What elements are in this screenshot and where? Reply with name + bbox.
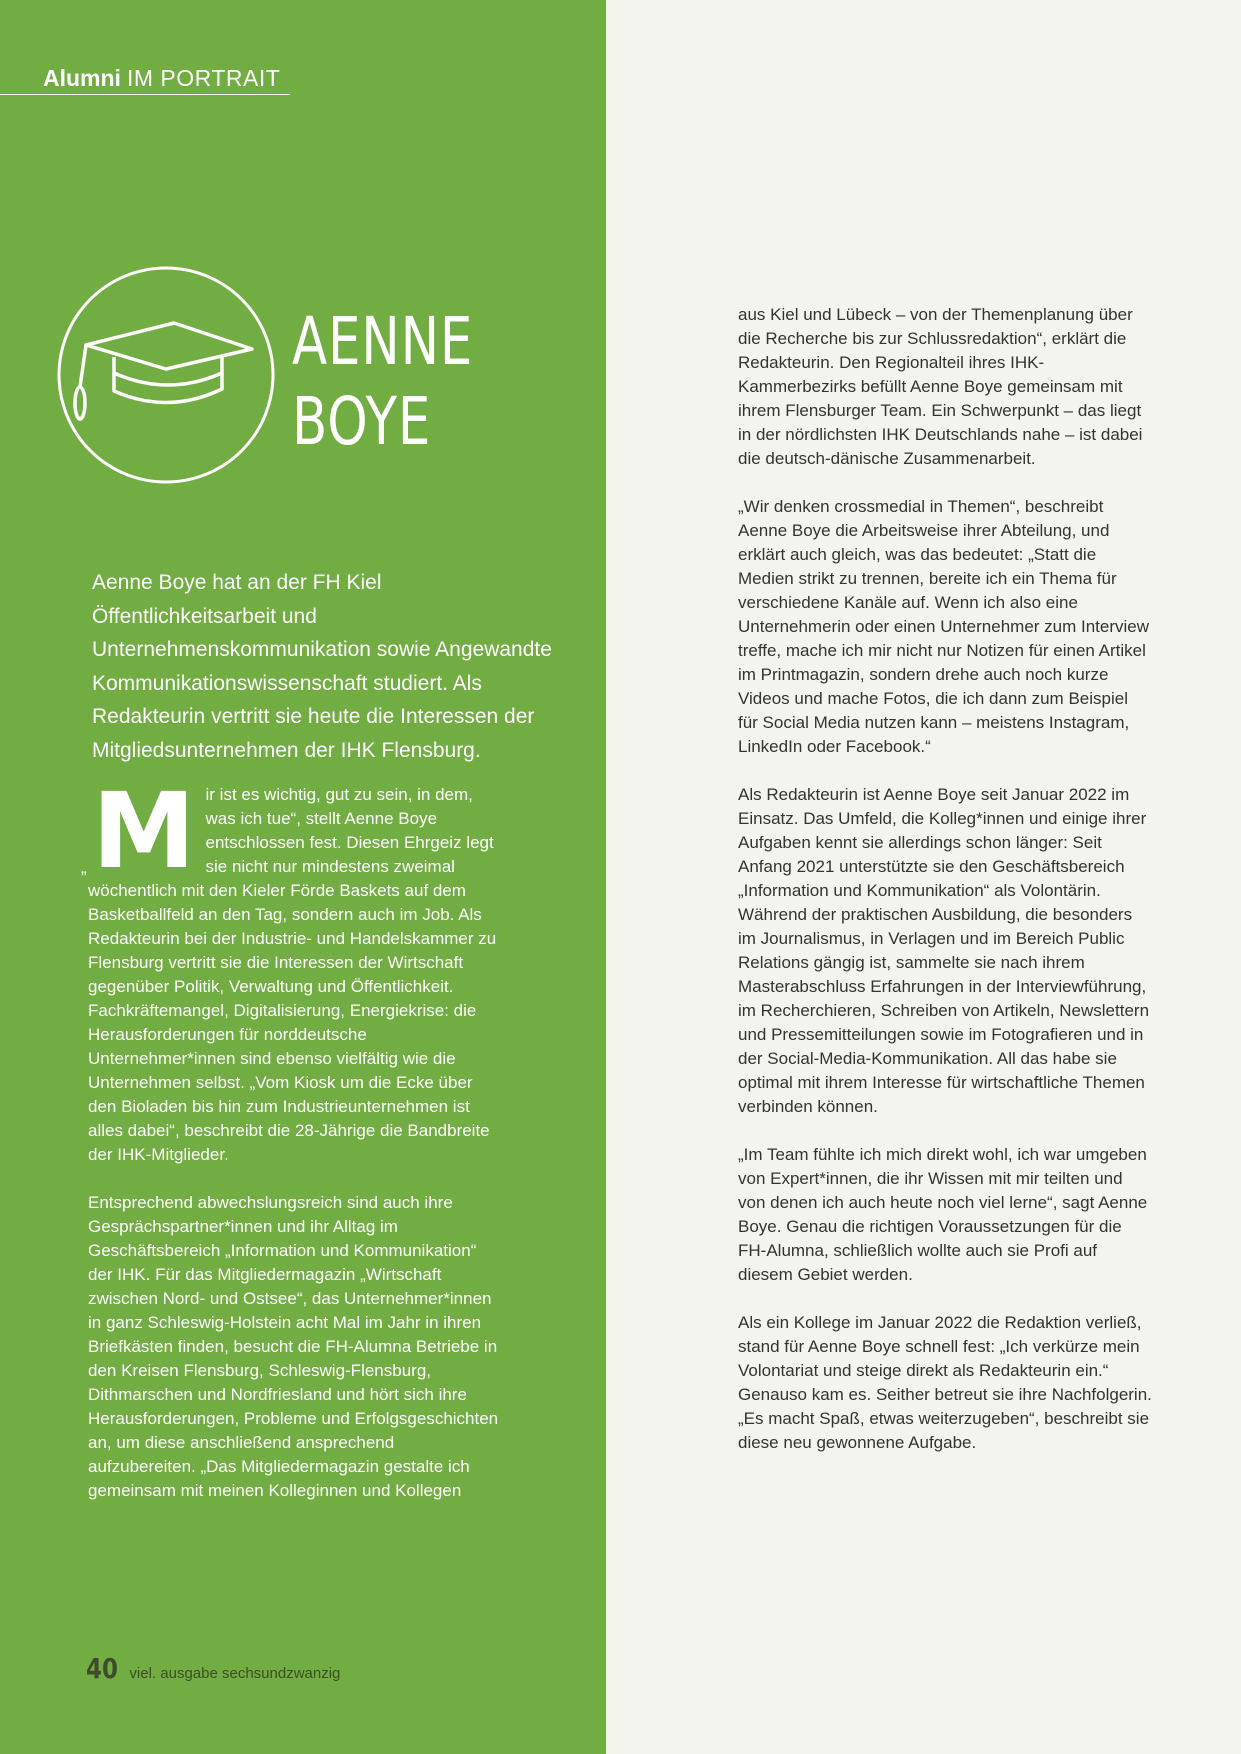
section-subtitle: IM PORTRAIT: [126, 65, 281, 91]
right-column: [738, 303, 1152, 1479]
right-paragraph-4: „Im Team fühlte ich mich direkt wohl, ich war umgeben von Expert*innen, die ihr Wissen mit mir teilten und von denen ich auch heute noch viel lerne“, sagt Aenne Boye. Genau die richtigen Voraussetzungen für die FH-Alumna, schließlich wollte auch sie Profi auf diesem Gebiet werden.: [738, 1145, 1148, 1284]
name-last: BOYE: [292, 383, 432, 460]
dropcap: M: [92, 770, 196, 892]
name-first: AENNE: [292, 303, 474, 380]
right-paragraph-3: Als Redakteurin ist Aenne Boye seit Januar 2022 im Einsatz. Das Umfeld, die Kolleg*innen und einige ihrer Aufgaben kennt sie allerdings schon länger: Seit Anfang 2021 unterstützte sie den Geschäftsbereich „Information und Kommunikation“ als Volontärin. Während der praktischen Ausbildung, die besonders im Journalismus, in Verlagen und im Bereich Public Relations gängig ist, sammelte sie nach ihrem Masterabschluss Erfahrungen in der Interviewführung, im Recherchieren, Schreiben von Artikeln, Newslettern und Pressemitteilungen sowie im Fotografieren und in der Social-Media-Kommunikation. All das habe sie optimal mit ihrem Interesse für wirtschaftliche Themen verbinden können.: [738, 785, 1150, 1116]
left-paragraph-2: Entsprechend abwechslungsreich sind auch ihre Gesprächspartner*innen und ihr Alltag im Geschäftsbereich „Information und Kommunikation“ der IHK. Für das Mitgliedermagazin „Wirtschaft zwischen Nord- und Ostsee“, das Unternehmer*innen in ganz Schleswig-Holstein acht Mal im Jahr in ihren Briefkästen finden, besucht die FH-Alumna Betriebe in den Kreisen Flensburg, Schleswig-Flensburg, Dithmarschen und Nordfriesland und hört sich ihre Herausforderungen, Probleme und Erfolgsgeschichten an, um diese anschließend ansprechend aufzubereiten. „Das Mitgliedermagazin gestalte ich gemeinsam mit meinen Kolleginnen und Kollegen: [88, 1193, 499, 1500]
right-paragraph-5: Als ein Kollege im Januar 2022 die Redaktion verließ, stand für Aenne Boye schnell fest: „Ich verkürze mein Volontariat und steige direkt als Redakteurin ein.“ Genauso kam es. Seither betreut sie ihre Nachfolgerin. „Es macht Spaß, etwas weiterzugeben“, beschreibt sie diese neu gewonnene Aufgabe.: [738, 1313, 1152, 1452]
section-header: [43, 64, 280, 92]
section-label: Alumni: [43, 65, 121, 91]
left-column: [88, 770, 500, 1527]
left-paragraph-1: [88, 770, 500, 1167]
left-paragraph-1-text: ir ist es wichtig, gut zu sein, in dem, was ich tue“, stellt Aenne Boye entschlossen fest. Diesen Ehrgeiz legt sie nicht nur mindestens zweimal wöchentlich mit den Kieler Förde Baskets auf dem Basketballfeld an den Tag, sondern auch im Job. Als Redakteurin bei der Industrie- und Handelskammer zu Flensburg vertritt sie die Interessen der Wirtschaft gegenüber Politik, Verwaltung und Öffentlichkeit. Fachkräftemangel, Digitalisierung, Energiekrise: die Herausforderungen für norddeutsche Unternehmer*innen sind ebenso vielfältig wie die Unternehmen selbst. „Vom Kiosk um die Ecke über den Bioladen bis hin zum Industrieunternehmen ist alles dabei“, beschreibt die 28-Jährige die Bandbreite der IHK-Mitglieder.: [88, 785, 497, 1164]
header-rule: [0, 94, 290, 95]
intro-text: [92, 566, 562, 767]
right-paragraph-2: „Wir denken crossmedial in Themen“, beschreibt Aenne Boye die Arbeitsweise ihrer Abteilung, und erklärt auch gleich, was das bedeutet: „Statt die Medien strikt zu trennen, bereite ich ein Thema für verschiedene Kanäle auf. Wenn ich also eine Unternehmerin oder einen Unternehmer zum Interview treffe, mache ich mir nicht nur Notizen für einen Artikel im Printmagazin, sondern drehe auch noch kurze Videos und mache Fotos, die ich dann zum Beispiel für Social Media nutzen kann – meistens Instagram, LinkedIn oder Facebook.“: [738, 497, 1150, 756]
right-paragraph-1: aus Kiel und Lübeck – von der Themenplanung über die Recherche bis zur Schlussredaktion“, erklärt die Redakteurin. Den Regionalteil ihres IHK-Kammerbezirks befüllt Aenne Boye gemeinsam mit ihrem Flensburger Team. Ein Schwerpunkt – das liegt in der nördlichsten IHK Deutschlands nahe – ist dabei die deutsch-dänische Zusammenarbeit.: [738, 305, 1143, 468]
magazine-issue: viel. ausgabe sechsundzwanzig: [129, 1665, 341, 1682]
intro-paragraph: Aenne Boye hat an der FH Kiel Öffentlichkeitsarbeit und Unternehmenskommunikation sowie Angewandte Kommunikationswissenschaft studiert. Als Redakteurin vertritt sie heute die Interessen der Mitgliedsunternehmen der IHK Flensburg.: [92, 571, 552, 762]
portrait-name: [292, 302, 473, 462]
page-number: 40: [86, 1652, 118, 1685]
page-footer: [86, 1652, 340, 1685]
opening-quote-mark: „: [81, 858, 87, 877]
graduation-cap-icon: [56, 265, 276, 485]
